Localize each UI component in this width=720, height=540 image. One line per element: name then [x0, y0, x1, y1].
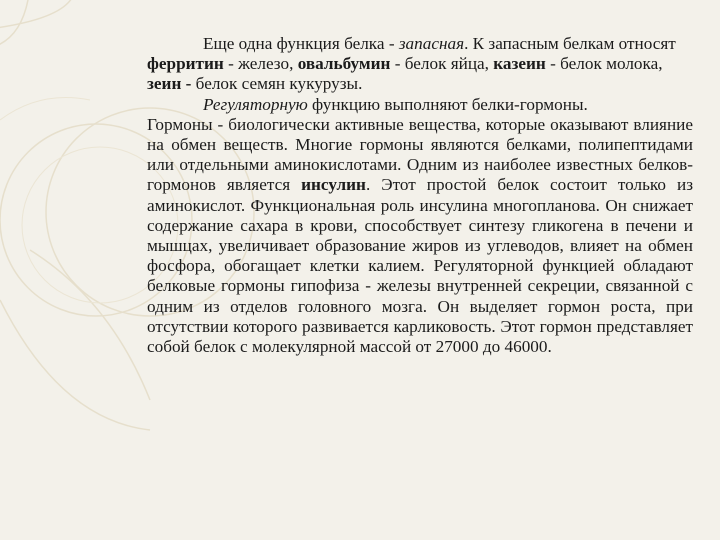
text-run: . Этот простой белок состоит только из аминокислот. Функциональная роль инсулина многопланова. Он снижает содержание сахара в крови, способствует синтезу гликогена в печени и мышцах, увеличивает образование жиров из углеводов, влияет на обмен фосфора, обогащает клетки калием. Регуляторной функцией обладают белковые гормоны гипофиза - железы внутренней секреции, связанной с одним из отделов головного мозга. Он выделяет гормон роста, при отсутствии которого развивается карликовость. Этот гормон представляет собой белок с молекулярной массой от 27000 до 46000.: [147, 175, 694, 357]
text-run: - белок яйца,: [390, 54, 494, 74]
text-run: - белок молока,: [545, 54, 663, 74]
paragraph-regulatory-function: [147, 95, 693, 115]
term-zein: зеин -: [147, 74, 192, 94]
term-casein: казеин: [493, 54, 546, 74]
term-regulatory: Регуляторную: [203, 94, 308, 114]
text-run: белок семян кукурузы.: [191, 74, 363, 94]
paragraph-storage-function: [147, 34, 693, 95]
slide-text-block: [147, 34, 693, 357]
term-insulin: инсулин: [301, 175, 366, 195]
text-run: - железо,: [223, 54, 298, 74]
text-run: Гормоны - биологически активные вещества, которые оказывают влияние на обмен веществ. Многие гормоны являются белками, полипептидами или отдельными аминокислотами. Одним из наиболее известных белков-гормонов является: [147, 114, 693, 195]
paragraph-hormones: [147, 115, 693, 357]
term-ovalbumin: овальбумин: [297, 54, 391, 74]
text-run: . К запасным белкам относят: [464, 34, 676, 53]
term-ferritin: ферритин: [147, 54, 224, 74]
text-run: функцию выполняют белки-гормоны.: [307, 94, 588, 114]
text-run: Еще одна функция белка -: [203, 34, 399, 53]
term-storage: запасная: [398, 34, 465, 53]
